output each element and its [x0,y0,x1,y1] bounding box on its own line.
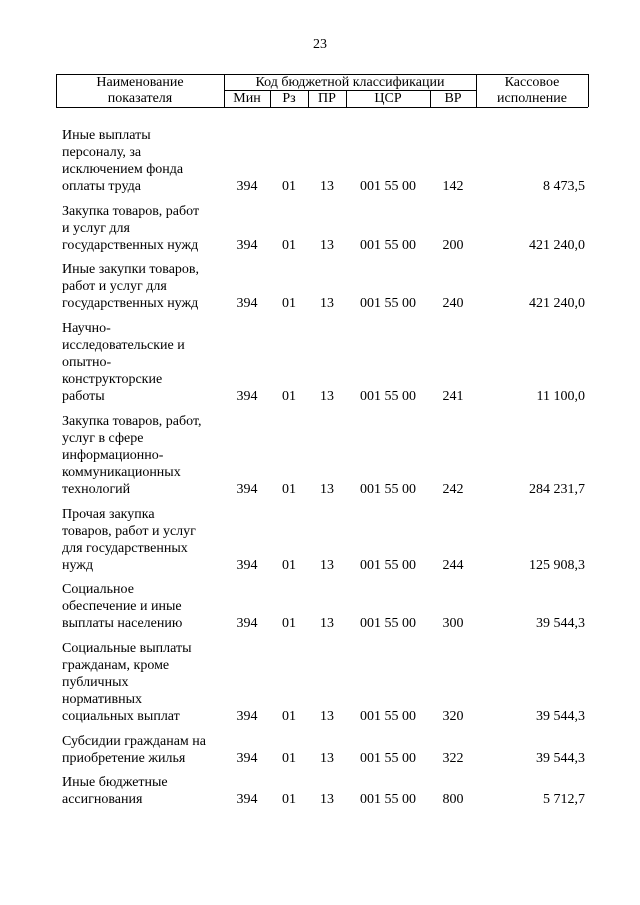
row-name [62,506,227,574]
row-amount: 39 544,3 [536,709,585,724]
header-name-line2: показателя [107,91,173,106]
header-col-min: Мин [233,91,261,106]
row-csr: 001 55 00 [360,792,416,807]
row-name-line: работ и услуг для [62,279,167,294]
row-csr: 001 55 00 [360,296,416,311]
row-name [62,581,227,632]
row-vr: 800 [442,792,464,807]
row-vr: 322 [442,751,464,766]
row-name [62,413,227,498]
header-amount-line2: исполнение [497,91,567,106]
row-name-line: Закупка товаров, работ [62,204,200,219]
table-row [0,261,640,312]
row-name-line: и услуг для [62,221,130,236]
row-name-line: Иные выплаты [62,128,151,143]
row-name-line: выплаты населению [62,616,183,631]
row-amount: 421 240,0 [529,238,585,253]
row-csr: 001 55 00 [360,389,416,404]
header-col-rz: Рз [282,91,296,106]
row-pr: 13 [320,709,334,724]
row-csr: 001 55 00 [360,709,416,724]
row-vr: 240 [442,296,464,311]
row-name [62,261,227,312]
row-min: 394 [236,751,258,766]
row-min: 394 [236,616,258,631]
row-name [62,640,227,725]
row-rz: 01 [282,238,296,253]
row-min: 394 [236,709,258,724]
row-name-line: работы [62,389,105,404]
table-row [0,774,640,808]
row-name-line: для государственных [62,541,188,556]
row-name [62,774,227,808]
row-name-line: конструкторские [62,372,163,387]
row-pr: 13 [320,751,334,766]
row-min: 394 [236,296,258,311]
table-row [0,320,640,405]
row-csr: 001 55 00 [360,558,416,573]
page-number: 23 [313,37,327,52]
row-csr: 001 55 00 [360,616,416,631]
row-csr: 001 55 00 [360,179,416,194]
row-vr: 142 [442,179,464,194]
row-name-line: нужд [62,558,94,573]
header-right-border [588,74,589,107]
row-rz: 01 [282,616,296,631]
row-name-line: Социальные выплаты [62,641,192,656]
row-name-line: Иные бюджетные [62,775,168,790]
row-name [62,127,227,195]
header-col-pr: ПР [318,91,336,106]
row-amount: 421 240,0 [529,296,585,311]
row-rz: 01 [282,751,296,766]
header-amount-line1: Кассовое [504,75,560,90]
row-pr: 13 [320,238,334,253]
row-rz: 01 [282,179,296,194]
row-name-line: гражданам, кроме [62,658,170,673]
row-pr: 13 [320,482,334,497]
row-name-line: государственных нужд [62,238,199,253]
row-vr: 300 [442,616,464,631]
row-min: 394 [236,482,258,497]
row-name-line: оплаты труда [62,179,141,194]
header-code-group: Код бюджетной классификации [255,75,445,90]
header-col-csr: ЦСР [374,91,402,106]
row-pr: 13 [320,389,334,404]
row-vr: 244 [442,558,464,573]
row-vr: 320 [442,709,464,724]
row-rz: 01 [282,482,296,497]
row-name [62,203,227,254]
table-row [0,581,640,632]
row-min: 394 [236,389,258,404]
table-row [0,640,640,725]
row-vr: 242 [442,482,464,497]
row-name-line: услуг в сфере [62,431,144,446]
table-row [0,203,640,254]
row-rz: 01 [282,558,296,573]
row-amount: 39 544,3 [536,751,585,766]
row-min: 394 [236,792,258,807]
row-name-line: исключением фонда [62,162,184,177]
row-name-line: коммуникационных [62,465,181,480]
row-name-line: исследовательские и [62,338,185,353]
row-rz: 01 [282,709,296,724]
row-name-line: Социальное [62,582,134,597]
row-csr: 001 55 00 [360,238,416,253]
row-name [62,733,227,767]
header-col-vr: ВР [444,91,462,106]
row-rz: 01 [282,389,296,404]
row-name-line: Субсидии гражданам на [62,734,206,749]
row-name-line: государственных нужд [62,296,199,311]
row-amount: 125 908,3 [529,558,585,573]
row-name-line: социальных выплат [62,709,180,724]
row-name-line: технологий [62,482,131,497]
row-csr: 001 55 00 [360,482,416,497]
row-name-line: персоналу, за [62,145,142,160]
row-name-line: опытно- [62,355,112,370]
row-amount: 39 544,3 [536,616,585,631]
row-pr: 13 [320,296,334,311]
row-name-line: Закупка товаров, работ, [62,414,202,429]
row-pr: 13 [320,179,334,194]
header-name-line1: Наименование [96,75,184,90]
row-name-line: информационно- [62,448,164,463]
row-name-line: публичных [62,675,129,690]
row-name-line: ассигнования [62,792,143,807]
row-name [62,320,227,405]
row-rz: 01 [282,296,296,311]
row-amount: 8 473,5 [543,179,585,194]
row-name-line: обеспечение и иные [62,599,182,614]
row-vr: 200 [442,238,464,253]
row-amount: 11 100,0 [536,389,585,404]
table-row [0,413,640,498]
row-pr: 13 [320,616,334,631]
table-row [0,127,640,195]
row-min: 394 [236,179,258,194]
row-amount: 5 712,7 [543,792,585,807]
row-amount: 284 231,7 [529,482,585,497]
row-min: 394 [236,558,258,573]
table-row [0,733,640,767]
row-name-line: приобретение жилья [62,751,186,766]
row-name-line: нормативных [62,692,143,707]
row-rz: 01 [282,792,296,807]
row-name-line: Научно- [62,321,111,336]
row-name-line: Прочая закупка [62,507,155,522]
row-pr: 13 [320,792,334,807]
row-pr: 13 [320,558,334,573]
row-vr: 241 [442,389,464,404]
row-csr: 001 55 00 [360,751,416,766]
row-name-line: товаров, работ и услуг [62,524,196,539]
row-name-line: Иные закупки товаров, [62,262,200,277]
row-min: 394 [236,238,258,253]
table-row [0,506,640,574]
header-bottom-border [56,107,588,108]
